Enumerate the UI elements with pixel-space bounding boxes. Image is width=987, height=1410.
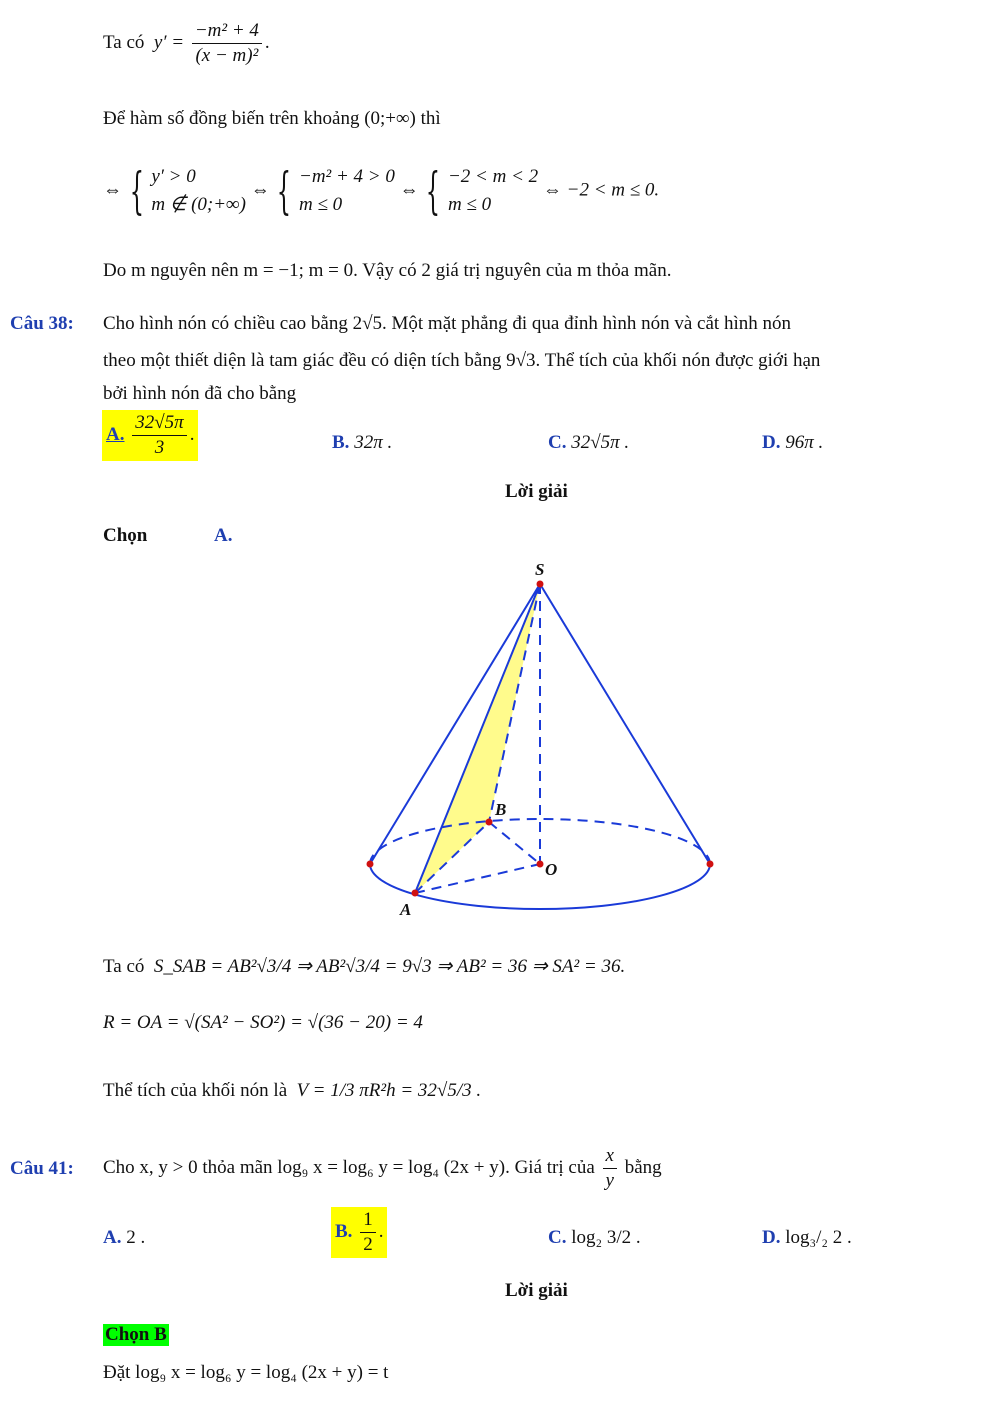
q38-choose-label: Chọn — [103, 525, 148, 546]
q38-choose-value: A. — [214, 525, 233, 546]
q38-solution-line-3 — [103, 1080, 481, 1102]
system-1-row-1: y′ > 0 — [151, 166, 196, 187]
point-right — [707, 861, 714, 868]
q38-option-c-value: 32√5π . — [571, 432, 630, 453]
question-41-text-a: Cho x, y > 0 thỏa mãn log₉ x = log₆ y = log₄ (2x + y). Giá trị của — [103, 1156, 595, 1178]
label-o: O — [545, 860, 558, 879]
derivative-line: Ta có y′ = $\frac{\text{−m² + 4}}{\text{(x − m)²}}$ . — [103, 20, 270, 66]
question-41-frac-num: x — [603, 1145, 617, 1169]
text-ta-co: Ta có — [103, 31, 145, 53]
generator-right — [540, 584, 710, 864]
derivative-numerator: −m² + 4 — [192, 20, 262, 44]
chain-result: ⇔ −2 < m ≤ 0. — [542, 179, 660, 201]
q38-solution-line-1 — [103, 955, 625, 978]
q38-option-b-label: B. — [332, 432, 350, 453]
q38-option-a-num: 32√5π — [132, 412, 186, 436]
q41-option-a[interactable] — [103, 1227, 145, 1249]
q38-sol3-formula: V = 1/3 πR²h = 32√5/3 . — [296, 1080, 482, 1101]
q41-option-b-den: 2 — [363, 1234, 373, 1255]
system-2-row-1: −m² + 4 > 0 — [299, 166, 395, 187]
condition-line: Để hàm số đồng biến trên khoảng (0;+∞) thì — [103, 108, 441, 129]
q41-option-b[interactable]: B. $\frac{1}{2}$ . — [331, 1207, 387, 1258]
q38-option-d-label: D. — [762, 432, 781, 453]
q38-option-a[interactable]: A. $\frac{32√5\pi}{3}$ . — [102, 410, 198, 461]
point-s — [537, 581, 544, 588]
system-3-row-2: m ≤ 0 — [447, 194, 492, 215]
label-b: B — [495, 800, 507, 819]
q41-option-c-value: log₂ 3/2 . — [571, 1227, 641, 1248]
brace-2: { — [277, 162, 292, 220]
system-1-row-2: m ∉ (0;+∞) — [151, 194, 246, 215]
point-a — [412, 890, 419, 897]
question-38-text-3: bởi hình nón đã cho bằng — [103, 383, 297, 404]
brace-3: { — [426, 162, 441, 220]
system-3-row-1: −2 < m < 2 — [447, 166, 539, 187]
iff-symbol: ⇔ — [399, 179, 419, 201]
question-41-fraction — [603, 1145, 617, 1192]
derivative-lhs: y′ = — [153, 31, 185, 53]
q38-option-c-label: C. — [548, 432, 567, 453]
point-o — [537, 861, 544, 868]
q41-option-a-value: 2 . — [126, 1227, 146, 1248]
segment-sa — [415, 584, 540, 893]
q38-option-d-value: 96π . — [785, 432, 824, 453]
question-38-text-2: theo một thiết diện là tam giác đều có diện tích bằng 9√3. Thể tích của khối nón được giới hạn — [103, 350, 821, 371]
q38-option-a-den: 3 — [154, 437, 165, 458]
label-a: A — [400, 900, 412, 919]
derivative-denominator: (x − m)² — [195, 45, 259, 66]
label-s: S — [535, 560, 545, 579]
iff-symbol: ⇔ — [103, 179, 122, 201]
q41-option-b-num: 1 — [360, 1209, 376, 1233]
q38-sol1-formula: S_SAB = AB²√3/4 ⇒ AB²√3/4 = 9√3 ⇒ AB² = 36 ⇒ SA² = 36. — [153, 956, 626, 977]
q41-choose-label: Chọn B — [105, 1324, 167, 1345]
q38-solution-line-2: R = OA = √(SA² − SO²) = √(36 − 20) = 4 — [103, 1012, 423, 1033]
q41-option-c-label: C. — [548, 1227, 567, 1248]
question-38-label: Câu 38: — [10, 313, 74, 334]
question-38-text-1: Cho hình nón có chiều cao bằng 2√5. Một mặt phẳng đi qua đỉnh hình nón và cắt hình nón — [103, 313, 791, 334]
question-41-text — [103, 1145, 662, 1192]
q38-sol3-prefix: Thể tích của khối nón là — [103, 1080, 288, 1101]
q38-option-a-label: A. — [106, 423, 125, 445]
q41-option-d-label: D. — [762, 1227, 781, 1248]
q41-option-b-fraction — [360, 1209, 376, 1256]
point-b — [486, 819, 493, 826]
q41-solution-title: Lời giải — [505, 1280, 568, 1301]
brace-1: { — [129, 162, 144, 220]
iff-symbol: ⇔ — [250, 179, 270, 201]
question-41-frac-den: y — [605, 1170, 614, 1191]
q41-option-d[interactable] — [762, 1227, 852, 1249]
q38-option-b-value: 32π . — [354, 432, 393, 453]
q41-option-d-value: log₃/₂ 2 . — [785, 1227, 852, 1248]
segment-bo — [489, 822, 540, 864]
q38-sol1-prefix: Ta có — [103, 956, 145, 977]
question-41-text-b: bằng — [624, 1156, 662, 1178]
conclusion-line: Do m nguyên nên m = −1; m = 0. Vậy có 2 giá trị nguyên của m thỏa mãn. — [103, 260, 672, 281]
system-2-row-2: m ≤ 0 — [299, 194, 343, 215]
q41-option-b-label: B. — [335, 1220, 353, 1242]
q41-option-c[interactable] — [548, 1227, 641, 1249]
q41-set-line: Đặt log₉ x = log₆ y = log₄ (2x + y) = t — [103, 1362, 389, 1383]
q38-solution-title: Lời giải — [505, 481, 568, 502]
point-left — [367, 861, 374, 868]
q41-option-a-label: A. — [103, 1227, 122, 1248]
question-41-label: Câu 41: — [10, 1158, 74, 1179]
